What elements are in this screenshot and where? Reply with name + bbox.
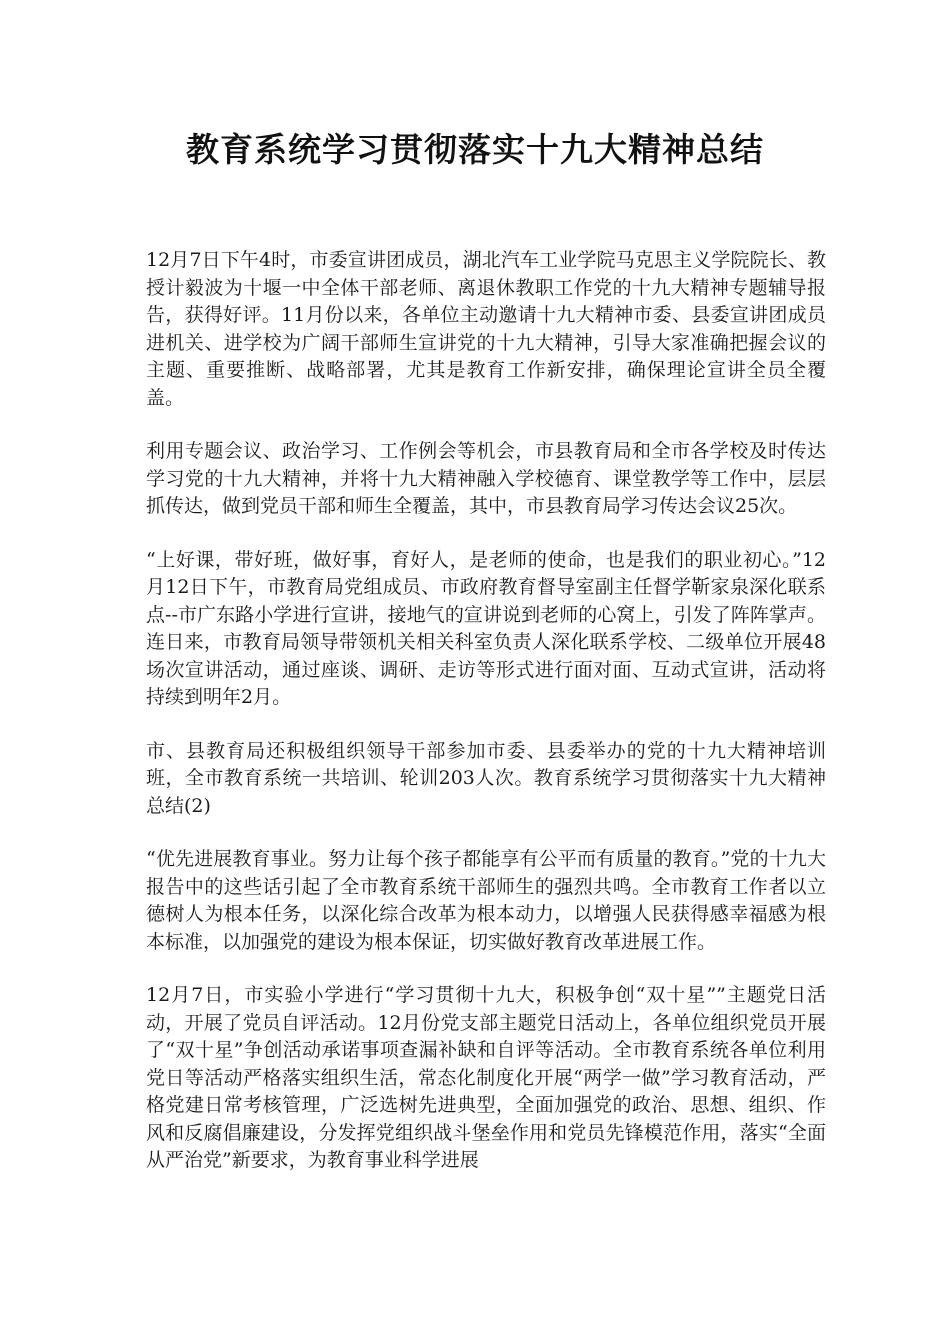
paragraph: “优先进展教育事业。努力让每个孩子都能享有公平而有质量的教育。”党的十九大报告中的这些话引起了全市教育系统干部师生的强烈共鸣。全市教育工作者以立德树人为根本任务，以深化综合改革为根本动力，以增强人民获得感幸福感为根本标准，以加强党的建设为根本保证，切实做好教育改革进展工作。 bbox=[146, 848, 826, 953]
document-title: 教育系统学习贯彻落实十九大精神总结 bbox=[186, 130, 764, 169]
paragraph: 利用专题会议、政治学习、工作例会等机会，市县教育局和全市各学校及时传达学习党的十九大精神，并将十九大精神融入学校德育、课堂教学等工作中，层层抓传达，做到党员干部和师生全覆盖，其中，市县教育局学习传达会议25次。 bbox=[146, 440, 826, 517]
document-body bbox=[146, 247, 826, 1201]
paragraph: “上好课，带好班，做好事，育好人，是老师的使命，也是我们的职业初心。”12月12日下午，市教育局党组成员、市政府教育督导室副主任督学靳家泉深化联系点--市广东路小学进行宣讲，接地气的宣讲说到老师的心窝上，引发了阵阵掌声。连日来，市教育局领导带领机关相关科室负责人深化联系学校、二级单位开展48场次宣讲活动，通过座谈、调研、走访等形式进行面对面、互动式宣讲，活动将持续到明年2月。 bbox=[146, 548, 826, 708]
paragraph: 12月7日，市实验小学进行“学习贯彻十九大，积极争创“双十星””主题党日活动，开展了党员自评活动。12月份党支部主题党日活动上，各单位组织党员开展了“双十星”争创活动承诺事项查漏补缺和自评等活动。全市教育系统各单位利用党日等活动严格落实组织生活，常态化制度化开展“两学一做”学习教育活动，严格党建日常考核管理，广泛选树先进典型，全面加强党的政治、思想、组织、作风和反腐倡廉建设，分发挥党组织战斗堡垒作用和党员先锋模范作用，落实“全面从严治党”新要求，为教育事业科学进展 bbox=[146, 984, 826, 1171]
paragraph: 12月7日下午4时，市委宣讲团成员，湖北汽车工业学院马克思主义学院院长、教授计毅波为十堰一中全体干部老师、离退休教职工作党的十九大精神专题辅导报告，获得好评。11月份以来，各单位主动邀请十九大精神市委、县委宣讲团成员进机关、进学校为广阔干部师生宣讲党的十九大精神，引导大家准确把握会议的主题、重要推断、战略部署，尤其是教育工作新安排，确保理论宣讲全员全覆盖。 bbox=[146, 249, 826, 409]
paragraph: 市、县教育局还积极组织领导干部参加市委、县委举办的党的十九大精神培训班，全市教育系统一共培训、轮训203人次。教育系统学习贯彻落实十九大精神总结(2) bbox=[146, 739, 826, 817]
